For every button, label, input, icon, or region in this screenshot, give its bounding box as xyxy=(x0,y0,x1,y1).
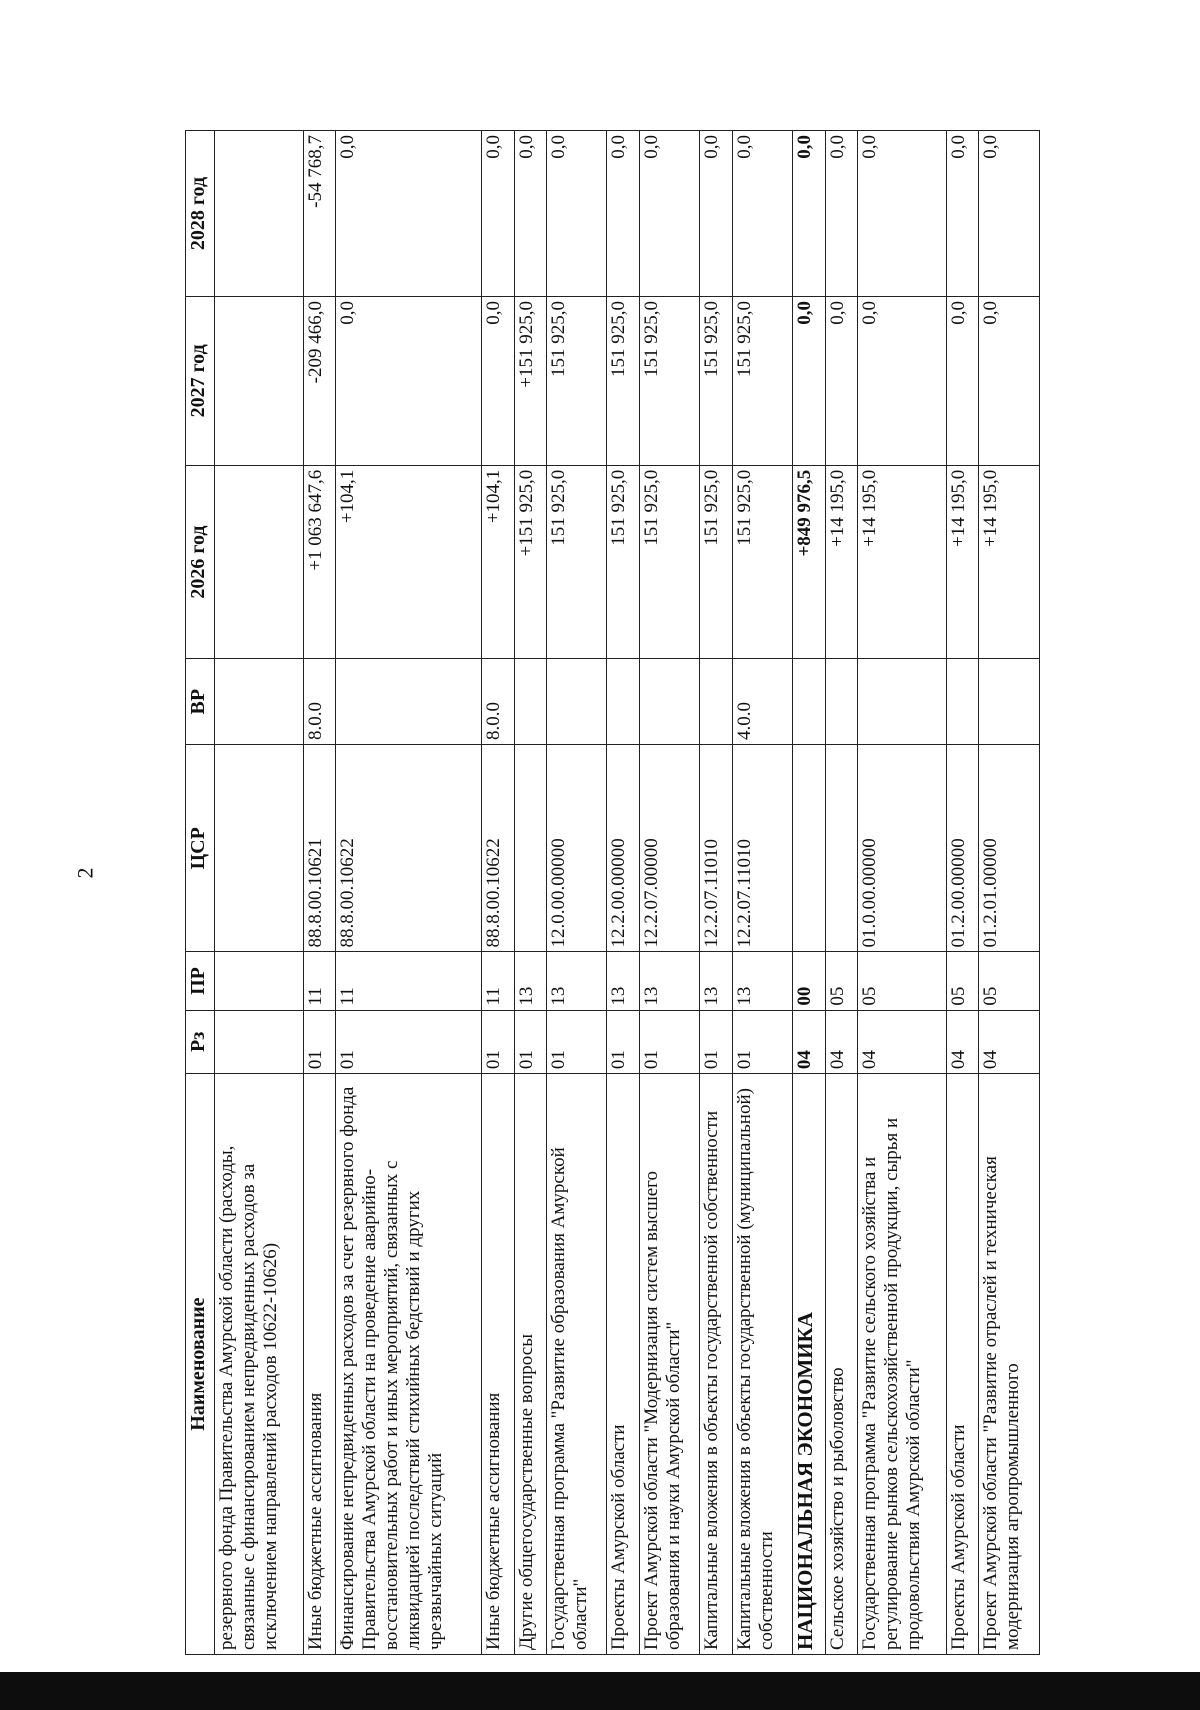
cell-2028: 0,0 xyxy=(732,131,793,297)
cell-2026: +14 195,0 xyxy=(979,465,1040,659)
cell-csr: 12.2.07.11010 xyxy=(700,745,732,952)
cell-2026: 151 925,0 xyxy=(639,465,700,659)
cell-csr: 12.2.00.00000 xyxy=(607,745,639,952)
cell-2027: 0,0 xyxy=(825,297,857,466)
cell-2026: 151 925,0 xyxy=(607,465,639,659)
cell-csr: 01.0.00.00000 xyxy=(857,745,946,952)
budget-table xyxy=(185,130,1040,1655)
table-row xyxy=(857,131,946,1655)
cell-2026: +14 195,0 xyxy=(825,465,857,659)
cell-2026: +14 195,0 xyxy=(946,465,978,659)
col-header-pr: ПР xyxy=(186,952,215,1010)
cell-vr xyxy=(700,659,732,745)
col-header-vr: ВР xyxy=(186,659,215,745)
cell-2027: 151 925,0 xyxy=(639,297,700,466)
cell-vr xyxy=(215,659,304,745)
cell-rz: 04 xyxy=(825,1010,857,1074)
cell-csr xyxy=(514,745,546,952)
cell-name: Проекты Амурской области xyxy=(946,1074,978,1655)
cell-name: Сельское хозяйство и рыболовство xyxy=(825,1074,857,1655)
cell-2027: 0,0 xyxy=(979,297,1040,466)
cell-2028: 0,0 xyxy=(607,131,639,297)
cell-pr: 11 xyxy=(482,952,514,1010)
cell-2028: 0,0 xyxy=(482,131,514,297)
budget-table-rotated xyxy=(185,130,1040,1655)
cell-vr xyxy=(793,659,825,745)
cell-vr xyxy=(546,659,607,745)
cell-2028: -54 768,7 xyxy=(304,131,336,297)
cell-2026: +849 976,5 xyxy=(793,465,825,659)
cell-pr: 11 xyxy=(304,952,336,1010)
cell-pr: 13 xyxy=(639,952,700,1010)
cell-2028: 0,0 xyxy=(546,131,607,297)
col-header-csr: ЦСР xyxy=(186,745,215,952)
cell-2026: 151 925,0 xyxy=(700,465,732,659)
cell-rz: 01 xyxy=(607,1010,639,1074)
cell-vr xyxy=(979,659,1040,745)
cell-vr: 8.0.0 xyxy=(482,659,514,745)
cell-pr: 00 xyxy=(793,952,825,1010)
cell-csr: 88.8.00.10622 xyxy=(482,745,514,952)
cell-2027: 151 925,0 xyxy=(607,297,639,466)
table-row xyxy=(825,131,857,1655)
cell-pr xyxy=(215,952,304,1010)
cell-2027: 0,0 xyxy=(857,297,946,466)
cell-2026: +1 063 647,6 xyxy=(304,465,336,659)
table-row xyxy=(304,131,336,1655)
cell-2026: 151 925,0 xyxy=(732,465,793,659)
cell-2026: 151 925,0 xyxy=(546,465,607,659)
table-header-row xyxy=(186,131,215,1655)
cell-vr xyxy=(825,659,857,745)
cell-2027: 151 925,0 xyxy=(732,297,793,466)
col-header-2026: 2026 год xyxy=(186,465,215,659)
table-row xyxy=(793,131,825,1655)
cell-rz: 01 xyxy=(700,1010,732,1074)
cell-2027: 151 925,0 xyxy=(546,297,607,466)
table-row xyxy=(607,131,639,1655)
cell-pr: 13 xyxy=(546,952,607,1010)
table-row xyxy=(700,131,732,1655)
cell-csr: 01.2.00.00000 xyxy=(946,745,978,952)
cell-csr: 12.2.07.11010 xyxy=(732,745,793,952)
col-header-name: Наименование xyxy=(186,1074,215,1655)
cell-vr: 8.0.0 xyxy=(304,659,336,745)
table-row xyxy=(482,131,514,1655)
cell-rz: 01 xyxy=(514,1010,546,1074)
cell-name: Другие общегосударственные вопросы xyxy=(514,1074,546,1655)
cell-csr: 01.2.01.00000 xyxy=(979,745,1040,952)
cell-vr xyxy=(607,659,639,745)
cell-name: Иные бюджетные ассигнования xyxy=(304,1074,336,1655)
cell-2026 xyxy=(215,465,304,659)
cell-2027: 0,0 xyxy=(793,297,825,466)
cell-2027: 0,0 xyxy=(336,297,482,466)
cell-name: Проекты Амурской области xyxy=(607,1074,639,1655)
cell-vr xyxy=(514,659,546,745)
cell-2027: 0,0 xyxy=(482,297,514,466)
cell-rz: 01 xyxy=(482,1010,514,1074)
cell-pr: 13 xyxy=(514,952,546,1010)
cell-2028 xyxy=(215,131,304,297)
cell-name: Финансирование непредвиденных расходов за счет резервного фонда Правительства Амурской области на проведение аварийно-восстановительных работ и иных мероприятий, связанных с ликвидацией последствий стихийных бедствий и других чрезвычайных ситуаций xyxy=(336,1074,482,1655)
cell-rz xyxy=(215,1010,304,1074)
cell-csr: 12.2.07.00000 xyxy=(639,745,700,952)
cell-name: Государственная программа "Развитие образования Амурской области" xyxy=(546,1074,607,1655)
cell-name: Иные бюджетные ассигнования xyxy=(482,1074,514,1655)
cell-2027 xyxy=(215,297,304,466)
cell-name: резервного фонда Правительства Амурской области (расходы, связанные с финансированием непредвиденных расходов за исключением направлений расходов 10622-10626) xyxy=(215,1074,304,1655)
cell-csr xyxy=(215,745,304,952)
cell-name: Государственная программа "Развитие сельского хозяйства и регулирование рынков сельскохозяйственной продукции, сырья и продовольствия Амурской области" xyxy=(857,1074,946,1655)
cell-csr: 88.8.00.10622 xyxy=(336,745,482,952)
cell-2028: 0,0 xyxy=(946,131,978,297)
cell-vr xyxy=(336,659,482,745)
table-row xyxy=(546,131,607,1655)
cell-vr xyxy=(946,659,978,745)
cell-2027: -209 466,0 xyxy=(304,297,336,466)
col-header-2027: 2027 год xyxy=(186,297,215,466)
table-row xyxy=(946,131,978,1655)
cell-rz: 04 xyxy=(857,1010,946,1074)
page-number: 2 xyxy=(72,867,98,879)
cell-rz: 04 xyxy=(979,1010,1040,1074)
cell-2028: 0,0 xyxy=(979,131,1040,297)
cell-2026: +14 195,0 xyxy=(857,465,946,659)
cell-csr xyxy=(825,745,857,952)
cell-2028: 0,0 xyxy=(793,131,825,297)
cell-csr: 12.0.00.00000 xyxy=(546,745,607,952)
cell-csr: 88.8.00.10621 xyxy=(304,745,336,952)
cell-rz: 01 xyxy=(546,1010,607,1074)
cell-pr: 11 xyxy=(336,952,482,1010)
cell-2026: +104,1 xyxy=(482,465,514,659)
table-row xyxy=(639,131,700,1655)
cell-2028: 0,0 xyxy=(514,131,546,297)
col-header-2028: 2028 год xyxy=(186,131,215,297)
cell-2028: 0,0 xyxy=(700,131,732,297)
table-row xyxy=(732,131,793,1655)
cell-name: Проект Амурской области "Модернизация систем высшего образования и науки Амурской области" xyxy=(639,1074,700,1655)
cell-pr: 05 xyxy=(979,952,1040,1010)
cell-csr xyxy=(793,745,825,952)
cell-rz: 04 xyxy=(946,1010,978,1074)
col-header-rz: Рз xyxy=(186,1010,215,1074)
cell-2028: 0,0 xyxy=(857,131,946,297)
cell-pr: 05 xyxy=(946,952,978,1010)
cell-name: НАЦИОНАЛЬНАЯ ЭКОНОМИКА xyxy=(793,1074,825,1655)
cell-vr xyxy=(857,659,946,745)
table-row xyxy=(215,131,304,1655)
cell-2027: +151 925,0 xyxy=(514,297,546,466)
cell-rz: 01 xyxy=(336,1010,482,1074)
cell-rz: 04 xyxy=(793,1010,825,1074)
cell-pr: 05 xyxy=(857,952,946,1010)
cell-2027: 0,0 xyxy=(946,297,978,466)
cell-name: Капитальные вложения в объекты государственной собственности xyxy=(700,1074,732,1655)
cell-vr: 4.0.0 xyxy=(732,659,793,745)
table-row xyxy=(979,131,1040,1655)
cell-2028: 0,0 xyxy=(825,131,857,297)
cell-pr: 05 xyxy=(825,952,857,1010)
cell-2026: +104,1 xyxy=(336,465,482,659)
cell-name: Капитальные вложения в объекты государственной (муниципальной) собственности xyxy=(732,1074,793,1655)
cell-pr: 13 xyxy=(607,952,639,1010)
cell-pr: 13 xyxy=(732,952,793,1010)
cell-2026: +151 925,0 xyxy=(514,465,546,659)
cell-pr: 13 xyxy=(700,952,732,1010)
cell-2028: 0,0 xyxy=(639,131,700,297)
table-row xyxy=(336,131,482,1655)
cell-rz: 01 xyxy=(639,1010,700,1074)
cell-rz: 01 xyxy=(732,1010,793,1074)
table-row xyxy=(514,131,546,1655)
cell-rz: 01 xyxy=(304,1010,336,1074)
cell-vr xyxy=(639,659,700,745)
scan-border xyxy=(0,1672,1200,1710)
cell-2028: 0,0 xyxy=(336,131,482,297)
cell-name: Проект Амурской области "Развитие отраслей и техническая модернизация агропромышленного xyxy=(979,1074,1040,1655)
cell-2027: 151 925,0 xyxy=(700,297,732,466)
